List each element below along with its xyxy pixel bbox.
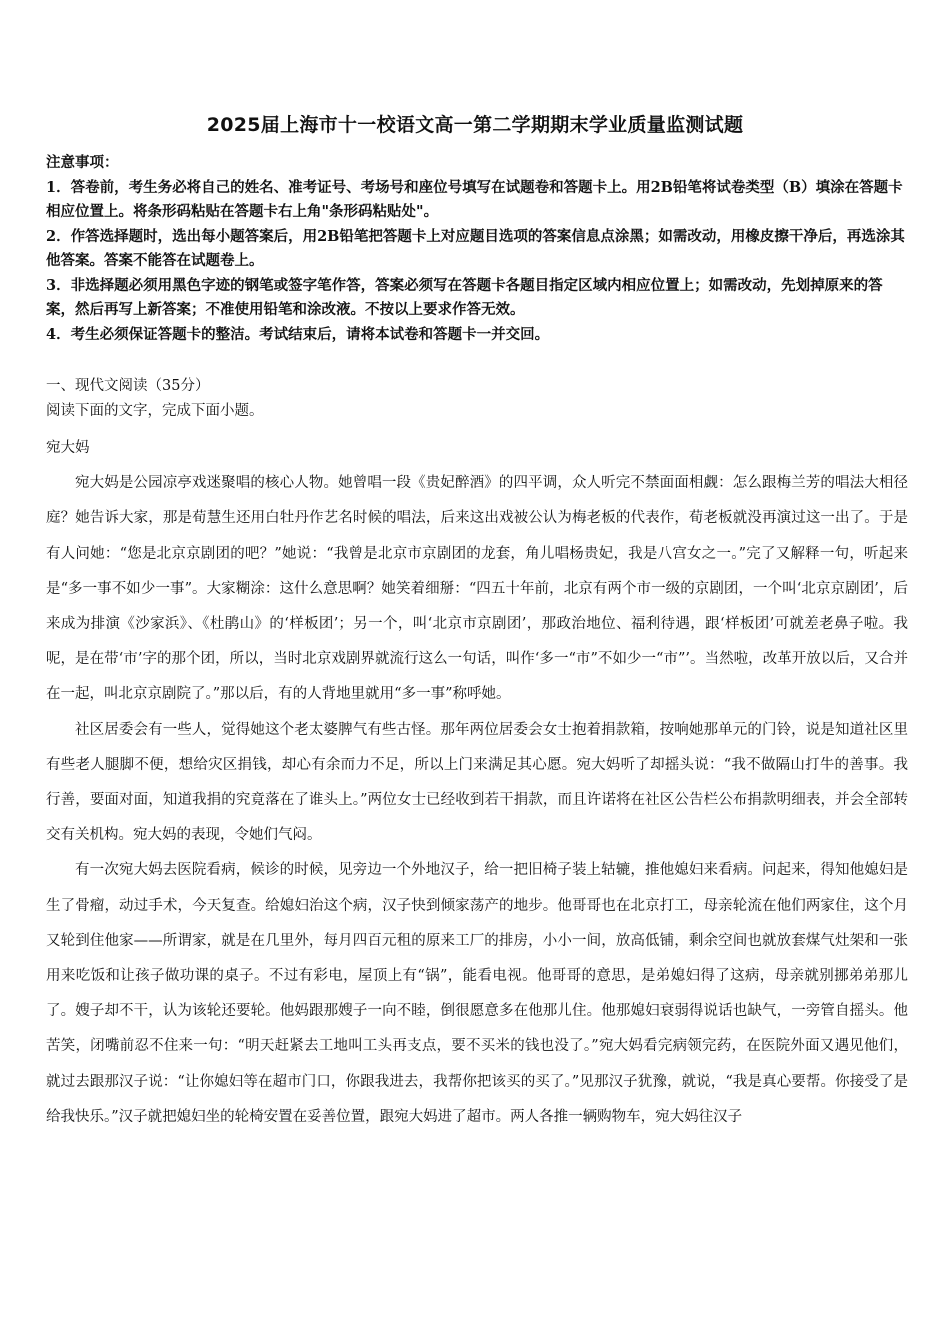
- notice-item-4: 4．考生必须保证答题卡的整洁。考试结束后，请将本试卷和答题卡一并交回。: [46, 325, 550, 343]
- notice-heading: 注意事项：: [46, 154, 119, 171]
- notice-block: [46, 151, 908, 347]
- article-paragraph-3: 有一次宛大妈去医院看病，候诊的时候，见旁边一个外地汉子，给一把旧椅子装上轱辘，推他媳妇来看病。问起来，得知他媳妇是生了骨瘤，动过手术，今天复查。给媳妇治这个病，汉子快到倾家荡产的地步。他哥哥也在北京打工，母亲轮流在他们两家住，这个月又轮到住他家——所谓家，就是在几里外，每月四百元租的原来工厂的排房，小小一间，放高低铺，剩余空间也就放套煤气灶架和一张用来吃饭和让孩子做功课的桌子。不过有彩电，屋顶上有“锅”，能看电视。他哥哥的意思，是弟媳妇得了这病，母亲就别挪弟弟那儿了。嫂子却不干，认为该轮还要轮。他妈跟那嫂子一向不睦，倒很愿意多在他那儿住。他那媳妇衰弱得说话也缺气，一旁管自摇头。他苦笑，闭嘴前忍不住来一句：“明天赶紧去工地叫工头再支点，要不买米的钱也没了。”宛大妈看完病领完药，在医院外面又遇见他们，就过去跟那汉子说：“让你媳妇等在超市门口，你跟我进去，我帮你把该买的买了。”见那汉子犹豫，就说，“我是真心要帮。你接受了是给我快乐。”汉子就把媳妇坐的轮椅安置在妥善位置，跟宛大妈进了超市。两人各推一辆购物车，宛大妈往汉子: [46, 862, 908, 1125]
- article-paragraph-1: 宛大妈是公园凉亭戏迷聚唱的核心人物。她曾唱一段《贵妃醉酒》的四平调，众人听完不禁面面相觑：怎么跟梅兰芳的唱法大相径庭？她告诉大家，那是荀慧生还用白牡丹作艺名时候的唱法，后来这出戏被公认为梅老板的代表作，荀老板就没再演过这一出了。于是有人问她：“您是北京京剧团的吧？”她说：“我曾是北京市京剧团的龙套，角儿唱杨贵妃，我是八宫女之一。”完了又解释一句，听起来是“多一事不如少一事”。大家糊涂：这什么意思啊？她笑着细掰：“四五十年前，北京有两个市一级的京剧团，一个叫‘北京京剧团’，后来成为排演《沙家浜》、《杜鹃山》的‘样板团’；另一个，叫‘北京市京剧团’，那政治地位、福利待遇，跟‘样板团’可就差老鼻子啦。我呢，是在带‘市’字的那个团，所以，当时北京戏剧界就流行这么一句话，叫作‘多一“市”不如少一“市”’。当然啦，改革开放以后，又合并在一起，叫北京京剧院了。”那以后，有的人背地里就用“多一事”称呼她。: [46, 475, 908, 703]
- notice-item-3: 3．非选择题必须用黑色字迹的钢笔或签字笔作答，答案必须写在答题卡各题目指定区域内相应位置上；如需改动，先划掉原来的答案，然后再写上新答案；不准使用铅笔和涂改液。不按以上要求作答无效。: [46, 276, 883, 318]
- exam-title: 2025届上海市十一校语文高一第二学期期末学业质量监测试题: [206, 114, 744, 136]
- section-header: [46, 374, 908, 423]
- section-instruction: 阅读下面的文字，完成下面小题。: [46, 402, 264, 419]
- reading-article: [46, 431, 908, 1135]
- article-paragraph-2: 社区居委会有一些人，觉得她这个老太婆脾气有些古怪。那年两位居委会女士抱着捐款箱，按响她那单元的门铃，说是知道社区里有些老人腿脚不便，想给灾区捐钱，却心有余而力不足，所以上门来满足其心愿。宛大妈听了却摇头说：“我不做隔山打牛的善事。我行善，要面对面，知道我捐的究竟落在了谁头上。”两位女士已经收到若干捐款，而且许诺将在社区公告栏公布捐款明细表，并会全部转交有关机构。宛大妈的表现，令她们气闷。: [46, 721, 908, 844]
- notice-item-2: 2．作答选择题时，选出每小题答案后，用2B铅笔把答题卡上对应题目选项的答案信息点涂黑；如需改动，用橡皮擦干净后，再选涂其他答案。答案不能答在试题卷上。: [46, 227, 905, 269]
- notice-item-1: 1．答卷前，考生务必将自己的姓名、准考证号、考场号和座位号填写在试题卷和答题卡上。用2B铅笔将试卷类型（B）填涂在答题卡相应位置上。将条形码粘贴在答题卡右上角"条形码粘贴处"。: [46, 178, 903, 220]
- section-heading: 一、现代文阅读（35分）: [46, 378, 210, 394]
- article-title: 宛大妈: [46, 440, 90, 456]
